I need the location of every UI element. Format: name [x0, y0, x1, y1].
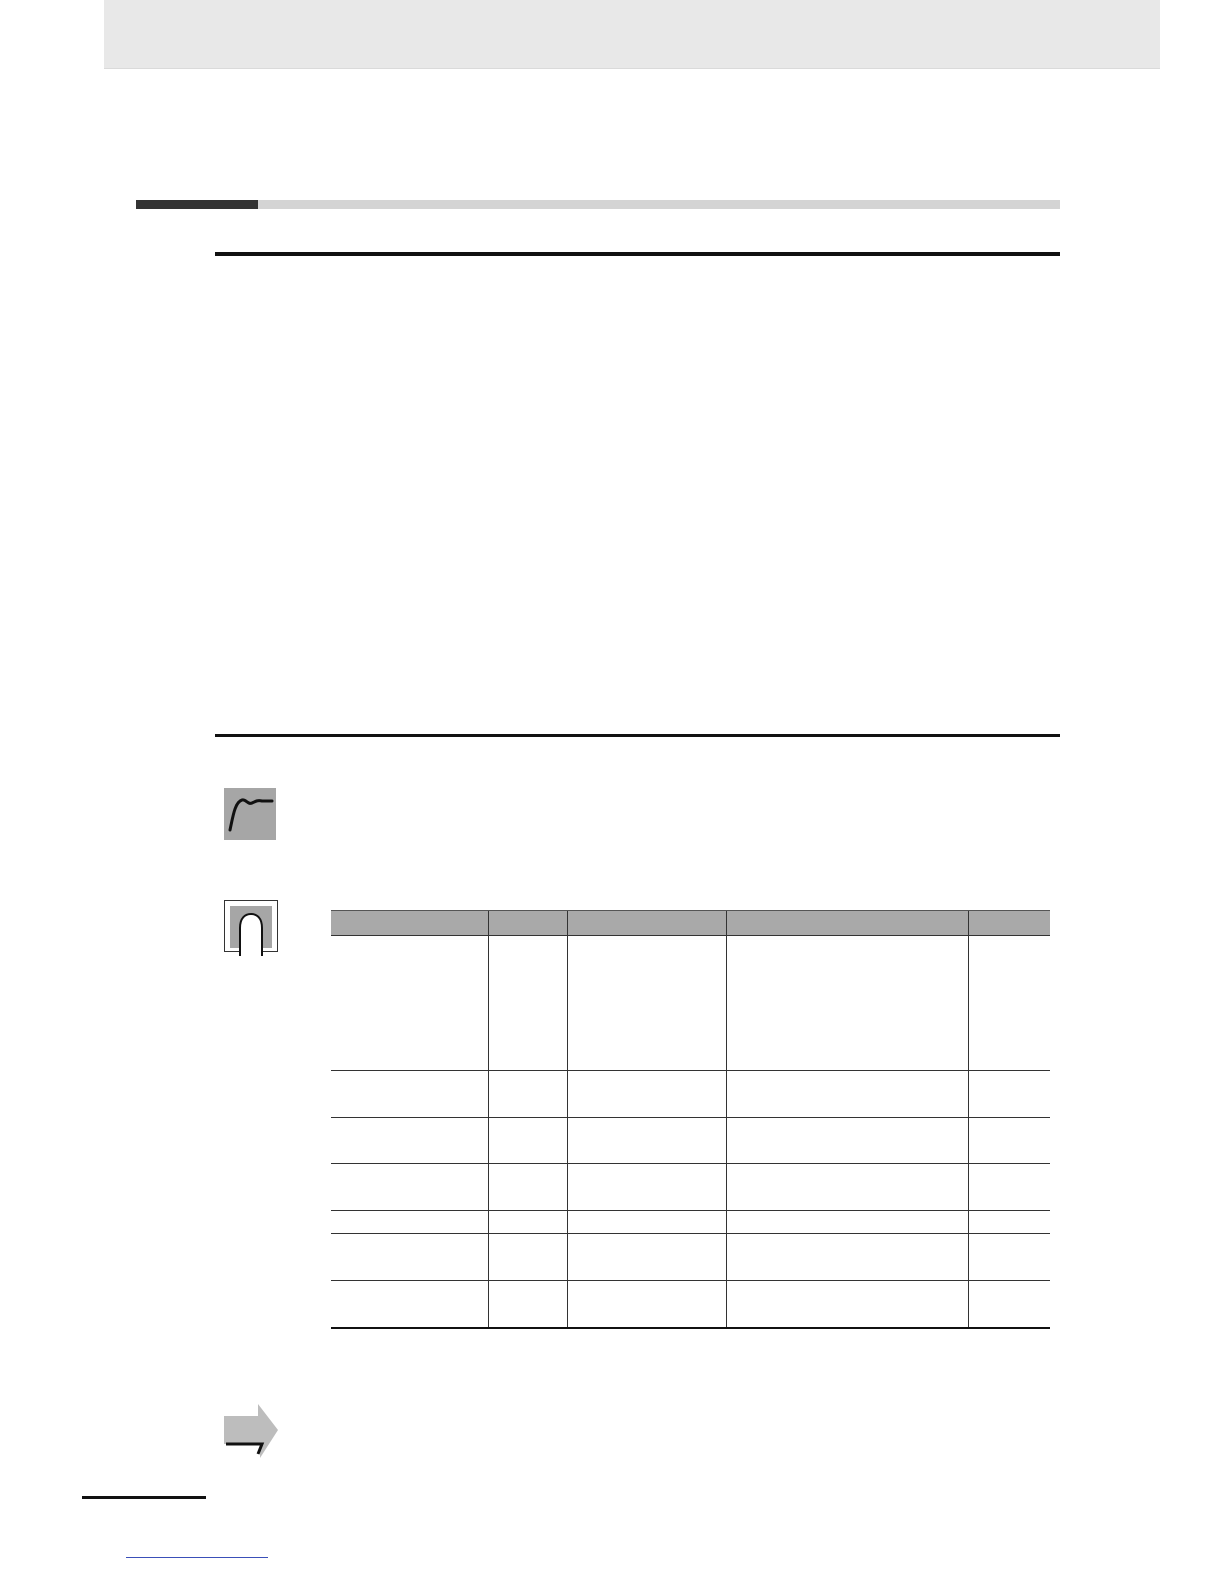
table-cell — [567, 1164, 726, 1211]
table-header-cell — [968, 911, 1050, 936]
setting-icon — [224, 900, 278, 956]
see-also-icon — [222, 1404, 280, 1460]
table-row — [331, 1164, 1050, 1211]
table-cell — [726, 1071, 968, 1118]
table-cell — [968, 1071, 1050, 1118]
table-cell — [567, 1118, 726, 1164]
table-row — [331, 1118, 1050, 1164]
table-cell — [488, 1118, 567, 1164]
table-cell — [968, 1281, 1050, 1328]
table-cell — [488, 1281, 567, 1328]
table-cell — [331, 1211, 488, 1234]
table-cell — [726, 1281, 968, 1328]
table-cell — [488, 1164, 567, 1211]
table-cell — [331, 1234, 488, 1281]
table-cell — [567, 1234, 726, 1281]
table-cell — [968, 936, 1050, 1071]
table-cell — [726, 936, 968, 1071]
table-cell — [567, 1071, 726, 1118]
table-cell — [726, 1211, 968, 1234]
table-header-cell — [488, 911, 567, 936]
table-cell — [488, 1211, 567, 1234]
table-cell — [567, 936, 726, 1071]
table-cell — [331, 1164, 488, 1211]
table-cell — [488, 1234, 567, 1281]
table-cell — [488, 1071, 567, 1118]
table-header-cell — [567, 911, 726, 936]
footer-rule — [82, 1496, 206, 1499]
table-cell — [331, 1281, 488, 1328]
table-row — [331, 1234, 1050, 1281]
parameter-table — [331, 910, 1050, 1329]
table-cell — [726, 1164, 968, 1211]
section-title-rule — [136, 200, 1060, 209]
table-header-row — [331, 911, 1050, 936]
section-title-rule-accent — [136, 200, 258, 209]
table-cell — [567, 1281, 726, 1328]
page-header-band — [104, 0, 1160, 69]
table-row — [331, 1211, 1050, 1234]
table-row — [331, 1071, 1050, 1118]
table-cell — [968, 1211, 1050, 1234]
footer-link-underline[interactable] — [126, 1557, 268, 1558]
function-icon — [224, 788, 276, 840]
table-cell — [331, 1071, 488, 1118]
table-cell — [331, 1118, 488, 1164]
table-row — [331, 1281, 1050, 1328]
table-cell — [488, 936, 567, 1071]
table-row — [331, 936, 1050, 1071]
table-cell — [968, 1118, 1050, 1164]
subsection-rule-bottom — [215, 734, 1060, 737]
table-cell — [968, 1234, 1050, 1281]
table-header-cell — [331, 911, 488, 936]
table-cell — [726, 1118, 968, 1164]
table-cell — [331, 936, 488, 1071]
table-header-cell — [726, 911, 968, 936]
table-cell — [968, 1164, 1050, 1211]
table-cell — [567, 1211, 726, 1234]
table-cell — [726, 1234, 968, 1281]
subsection-rule-top — [215, 252, 1060, 256]
